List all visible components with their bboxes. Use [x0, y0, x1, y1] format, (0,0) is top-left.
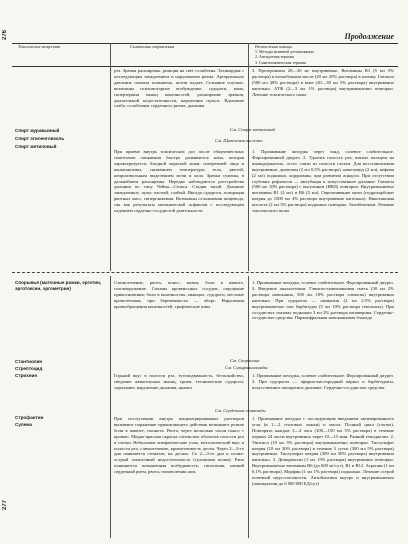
main-treatment: 1. Промывание желудка через зонд, солевое слабительное. Форсированный диурез. 2. Удалить полость рта, взятые пальцем на языкодержатель, отсос слизи из полости глотки. Для восстановления внутривенно: диазепам (2 мл 0,5% раствора), никетамид (2 мл), кофеин (2 мл) подкожно, кордиамин, при развитии ацидоза. При отсутствии глубоких рефлексов — интубация и искусственное дыхание. Глюкоза (500 мл 10% раствора) с инсулином (ИВЛ) повторно. Внутримышечно витамины В1 (2 мл) и В6 (5 мл). Ощелачивание мочи (гидрокарбонат натрия до 1000 мл 4% раствора внутривенно капельно). Никотиновая кислота (2 мл 5% раствора) подкожно повторно. Антибиотики. Лечение токсического шока — [252, 149, 394, 214]
page-fold — [12, 272, 398, 273]
poison-list-top — [15, 127, 64, 152]
poison-name: Спорынья (маточные рожки, эрготин, эрготоксин, эргометрин) — [15, 280, 102, 291]
legend-item: 3. Симптоматическая терапия — [255, 59, 306, 65]
ref-glycosides: См. Сердечные гликозиды — [215, 408, 266, 413]
poison-name: Спирт метиловый — [15, 144, 57, 150]
column-divider — [110, 276, 111, 538]
ref-ethyl: См. Спирт метиловый — [230, 127, 275, 132]
intro-symptoms: рта. Зрачки расширены, реакция на свет ослаблена. Тахикардия с последующим замедлением и нарушением ритма. Артериальное давление сначала повышено, потом падает. Сознание спутано, возможны психомоторное возбуждение, судороги, кома, гипертермия мышц конечностей, расширение зрачков, дыхательной недостаточности, нарушения пульса. Вдыхание слабо, ослабление сердечного ритма, дыхания — [114, 68, 244, 109]
poison-name: Стрептоцид — [15, 366, 43, 371]
ref-scorpion: См. Скорпиона — [230, 358, 260, 363]
poison-name: Спирт этиленгликоль — [15, 136, 65, 142]
strychnine-treatment: 1. Промывание желудка, солевое слабительное. Форсированный диурез. 3. При судорогах — эфирно-кислородный наркоз и барбитураты, искусственное аппаратное дыхание. Сердечно-сосудистые средства — [252, 373, 394, 390]
poison-name: Строфантин — [15, 415, 44, 420]
poison-name: Сулема — [15, 422, 33, 427]
running-title: Продолжение — [344, 32, 394, 41]
header-substance: Токсические вещества — [18, 44, 61, 49]
page-number-bottom: 277 — [2, 500, 8, 511]
poison-name: Стрихнин — [15, 373, 38, 378]
ergot-treatment: 1. Промывание желудка, солевое слабительное. Форсированный диурез. 3. Введение анальгетиков. Глюкозо-новокаиновая смесь (30 мл 2% раствора новокаина, 500 мл 10% раствора глюкозы) внутривенно капельно. При судорогах — аминазин (2 мл 2,5% раствора) внутримышечно или барбитуры (5 мл 10% раствора гексенала). При сосудистых спазмах подкожно 3 мл 2% раствора папаверина. Сердечно-сосудистые средства. Паранефральная новокаиновая блокада — [252, 280, 394, 321]
ref-acid: См. Щавелевая кислота — [215, 138, 263, 143]
legend-item: 2. Антидотная терапия — [255, 54, 294, 60]
poison-list-ergot — [15, 280, 105, 292]
intro-treatment: 3. Прозерпином 20—30 мг внутривенно. Витамины B1 (5 мл 5% раствора) в воскобонном масле (20 мл 25% раствора) в клизму. Глюкоза (500 мл 40% раствора) в вене (20—30 мл 5% раствора) внутривенно капельно. АТФ (2—3 мл 1% раствора) внутримышечно повторно. Лечение токсического шока — [252, 68, 394, 97]
legend-item: 1. Методы активной детоксикации — [255, 49, 314, 55]
ref-sulfa: См. Сульфаниламиды — [225, 365, 268, 370]
mercury-symptoms: При поступлении внутрь концентрированных растворов вызывают поражение прижигающего действия возникают резкие боли в животе, тошнота. Рвота, через несколько часов понос с кровью. Медно-красная окраска слизистых оболочек полости рта и глотки. Небольшие лимфатические узлы, металлический вкус в полости рта, слюнотечение, кровоточивость десен. Через 2—3-го дня появляется стоматит, на деснах. Со 2—3-го дня и позже: острый лопаточный недостаточность (сулемовая почка). Рано появляются повышенная возбудимость, гипотония, низкий сердечный ритм, рвота, гиповолемия шок — [114, 416, 244, 475]
poison-list-mercury — [15, 414, 43, 428]
poison-name: Стантиолин — [15, 359, 43, 364]
strychnine-symptoms: Горький вкус в полости рта, тугоподвижность, беспокойство, сведение жевательных мышц, тризм, тетанические судороги, задыхание, нарушение дыхания, цианоз — [114, 373, 244, 390]
header-rule-bottom — [12, 66, 398, 67]
header-symptoms: Симптомы отравления — [130, 44, 175, 49]
column-divider — [110, 43, 111, 271]
header-treatment-legend — [255, 44, 314, 65]
main-symptoms: При приеме внутрь токсических доз после общеизвестных симптомов опьянения быстро развивается кома, которая характеризуется: бледной окраской кожи, гиперемией лица и конъюнктивы, снижением температуры тела, рвотой, непроизвольным выделением мочи и кала. Зрачки сужены, в дальнейшем расширены. Нередко наблюдаются расстройства дыхания по типу Чейна—Стокса. Стадия запой. Дыхание замедленное, пульс частый, слабый. Иногда судороги, аспирация рвотных масс, гипергликемия. Возможны осложнения пищевода, так как результаты механической асфиксии с последующим падением сердечно-сосудистой деятельности — [114, 149, 244, 214]
mercury-treatment: 1. Промывание желудка с последующим введением активированного угля (в 1—2 столовых ложки) и масла. Полный цикл (глотка). Повторять каждые 3—4 часа (100—150 мл 5% раствора) в течение первых 24 часов внутривенно через 10—15 мин. Ранний гемодиализ. 2. Унитиол (10 мл 5% раствора) внутримышечно повторно. Тиосульфат натрия (10 мл 30% раствора) в течение 3 суток (300 мл 5% раствора) внутривенно. Тиосульфат натрия (300 мл 30% раствора) внутривенно капельно. 3. Дипироксим (1 мл 15% раствора) внутривенно повторно. Внутримышечно витамины В6 (до 600 мг/сут), В1 и В12. Атропин (1 мл 0,1% раствора). Морфин (1 мл 1% раствора) подкожно. Лечение острой почечной недостаточности. Антибиотики внутрь и внутримышечно (пенициллин до 6 000 000 ЕД/сут) — [252, 416, 394, 486]
poison-list-strychnine — [15, 358, 42, 379]
poison-name: Спирт муравьиный — [15, 128, 60, 133]
header-rule-top — [12, 43, 398, 44]
ergot-symptoms: Слюнотечение, рвота, понос, мазки, боли в животе, головокружение. Спазмы кровеносных сосудов, ощущение прикосновения; боли в конечностях, мышцах, судороги, местные кровотечения, при беременности — аборт. Нарушения кровообращения конечностей, трофические язвы — [114, 280, 244, 309]
column-divider — [248, 276, 249, 538]
page-number-top: 276 — [2, 30, 8, 41]
legend-title: Неотложная помощь — [255, 44, 292, 49]
column-divider — [248, 43, 249, 271]
